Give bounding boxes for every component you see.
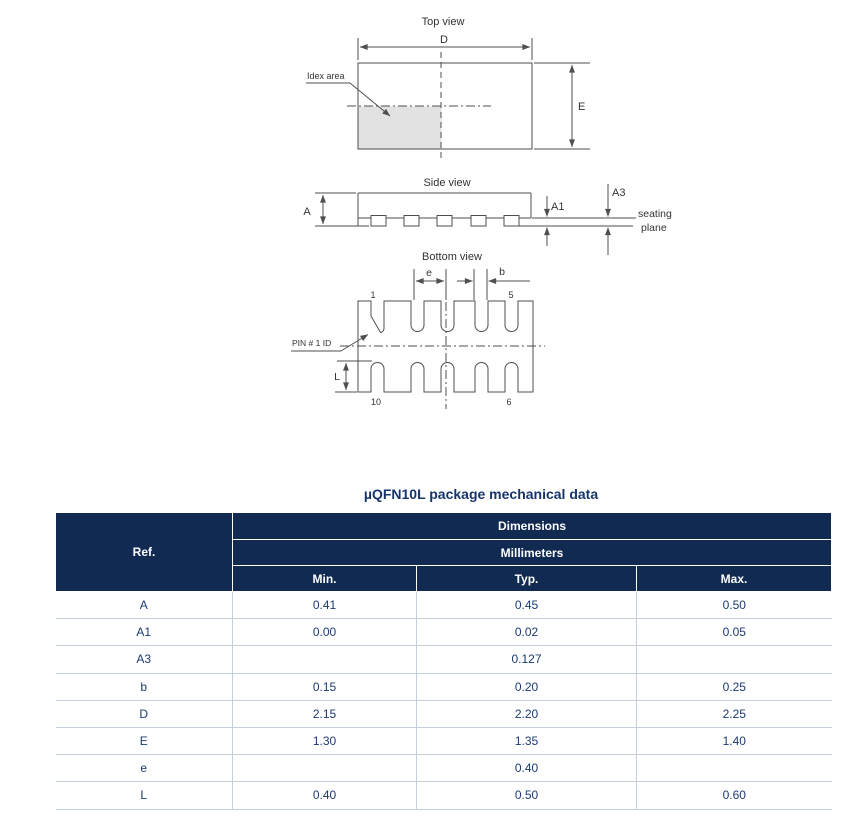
cell-typ: 1.35: [417, 727, 637, 754]
table-row: [56, 700, 832, 727]
cell-min: [233, 755, 417, 782]
cell-max: 0.25: [637, 673, 832, 700]
top-view-drawing: [306, 16, 590, 158]
table-row: [56, 619, 832, 646]
cell-min: 1.30: [233, 727, 417, 754]
dim-label-a1: A1: [551, 201, 565, 213]
cell-max: 2.25: [637, 700, 832, 727]
pin1-id-label: PIN # 1 ID: [292, 338, 332, 348]
pin-number-1: 1: [370, 290, 376, 300]
cell-typ: 0.45: [417, 592, 637, 619]
cell-typ: 0.40: [417, 755, 637, 782]
cell-ref: E: [56, 727, 233, 754]
cell-min: [233, 646, 417, 673]
cell-typ: 0.127: [417, 646, 637, 673]
cell-min: 0.41: [233, 592, 417, 619]
cell-ref: b: [56, 673, 233, 700]
pin-number-10: 10: [370, 397, 382, 407]
pin-number-6: 6: [506, 397, 512, 407]
header-max: Max.: [637, 566, 832, 592]
cell-max: [637, 646, 832, 673]
cell-ref: A1: [56, 619, 233, 646]
cell-min: 0.15: [233, 673, 417, 700]
cell-typ: 2.20: [417, 700, 637, 727]
top-view-title: Top view: [421, 16, 465, 28]
cell-ref: L: [56, 782, 233, 809]
cell-typ: 0.20: [417, 673, 637, 700]
header-ref: Ref.: [56, 513, 233, 592]
header-dimensions: Dimensions: [233, 513, 832, 540]
header-min: Min.: [233, 566, 417, 592]
seating-label: seating: [638, 208, 672, 220]
side-view-pads: [371, 216, 519, 227]
header-millimeters: Millimeters: [233, 540, 832, 566]
bottom-view-title: Bottom view: [422, 251, 482, 263]
cell-ref: e: [56, 755, 233, 782]
side-view-drawing: [303, 177, 672, 255]
cell-ref: A: [56, 592, 233, 619]
dim-label-a3: A3: [612, 187, 626, 199]
index-area-label: Idex area: [307, 71, 345, 81]
cell-max: 1.40: [637, 727, 832, 754]
pin1-id-leader: [341, 335, 368, 352]
dim-label-l: L: [334, 371, 340, 383]
mechanical-data-table: [55, 512, 832, 810]
bottom-view-bottom-slots: [371, 363, 518, 393]
cell-min: 0.00: [233, 619, 417, 646]
table-row: [56, 727, 832, 754]
pin-number-5: 5: [508, 290, 514, 300]
cell-max: 0.05: [637, 619, 832, 646]
dim-label-d: D: [440, 34, 448, 46]
dim-label-a: A: [303, 206, 311, 218]
dim-label-b: b: [499, 266, 505, 278]
cell-max: 0.60: [637, 782, 832, 809]
cell-min: 0.40: [233, 782, 417, 809]
cell-max: 0.50: [637, 592, 832, 619]
index-area-shade: [359, 107, 442, 149]
table-row: [56, 673, 832, 700]
table-title: µQFN10L package mechanical data: [363, 486, 599, 502]
table-row: [56, 592, 832, 619]
cell-typ: 0.50: [417, 782, 637, 809]
cell-ref: D: [56, 700, 233, 727]
dim-label-pitch-e: e: [426, 267, 432, 279]
bottom-view-top-slots: [371, 301, 518, 333]
table-row: [56, 646, 832, 673]
pin1-slot: [371, 301, 384, 333]
dim-label-e: E: [578, 101, 586, 113]
side-view-title: Side view: [423, 177, 471, 189]
table-row: [56, 755, 832, 782]
cell-ref: A3: [56, 646, 233, 673]
cell-typ: 0.02: [417, 619, 637, 646]
header-typ: Typ.: [417, 566, 637, 592]
table-row: [56, 782, 832, 809]
plane-label: plane: [641, 222, 667, 234]
cell-max: [637, 755, 832, 782]
cell-min: 2.15: [233, 700, 417, 727]
bottom-view-drawing: [291, 251, 545, 409]
